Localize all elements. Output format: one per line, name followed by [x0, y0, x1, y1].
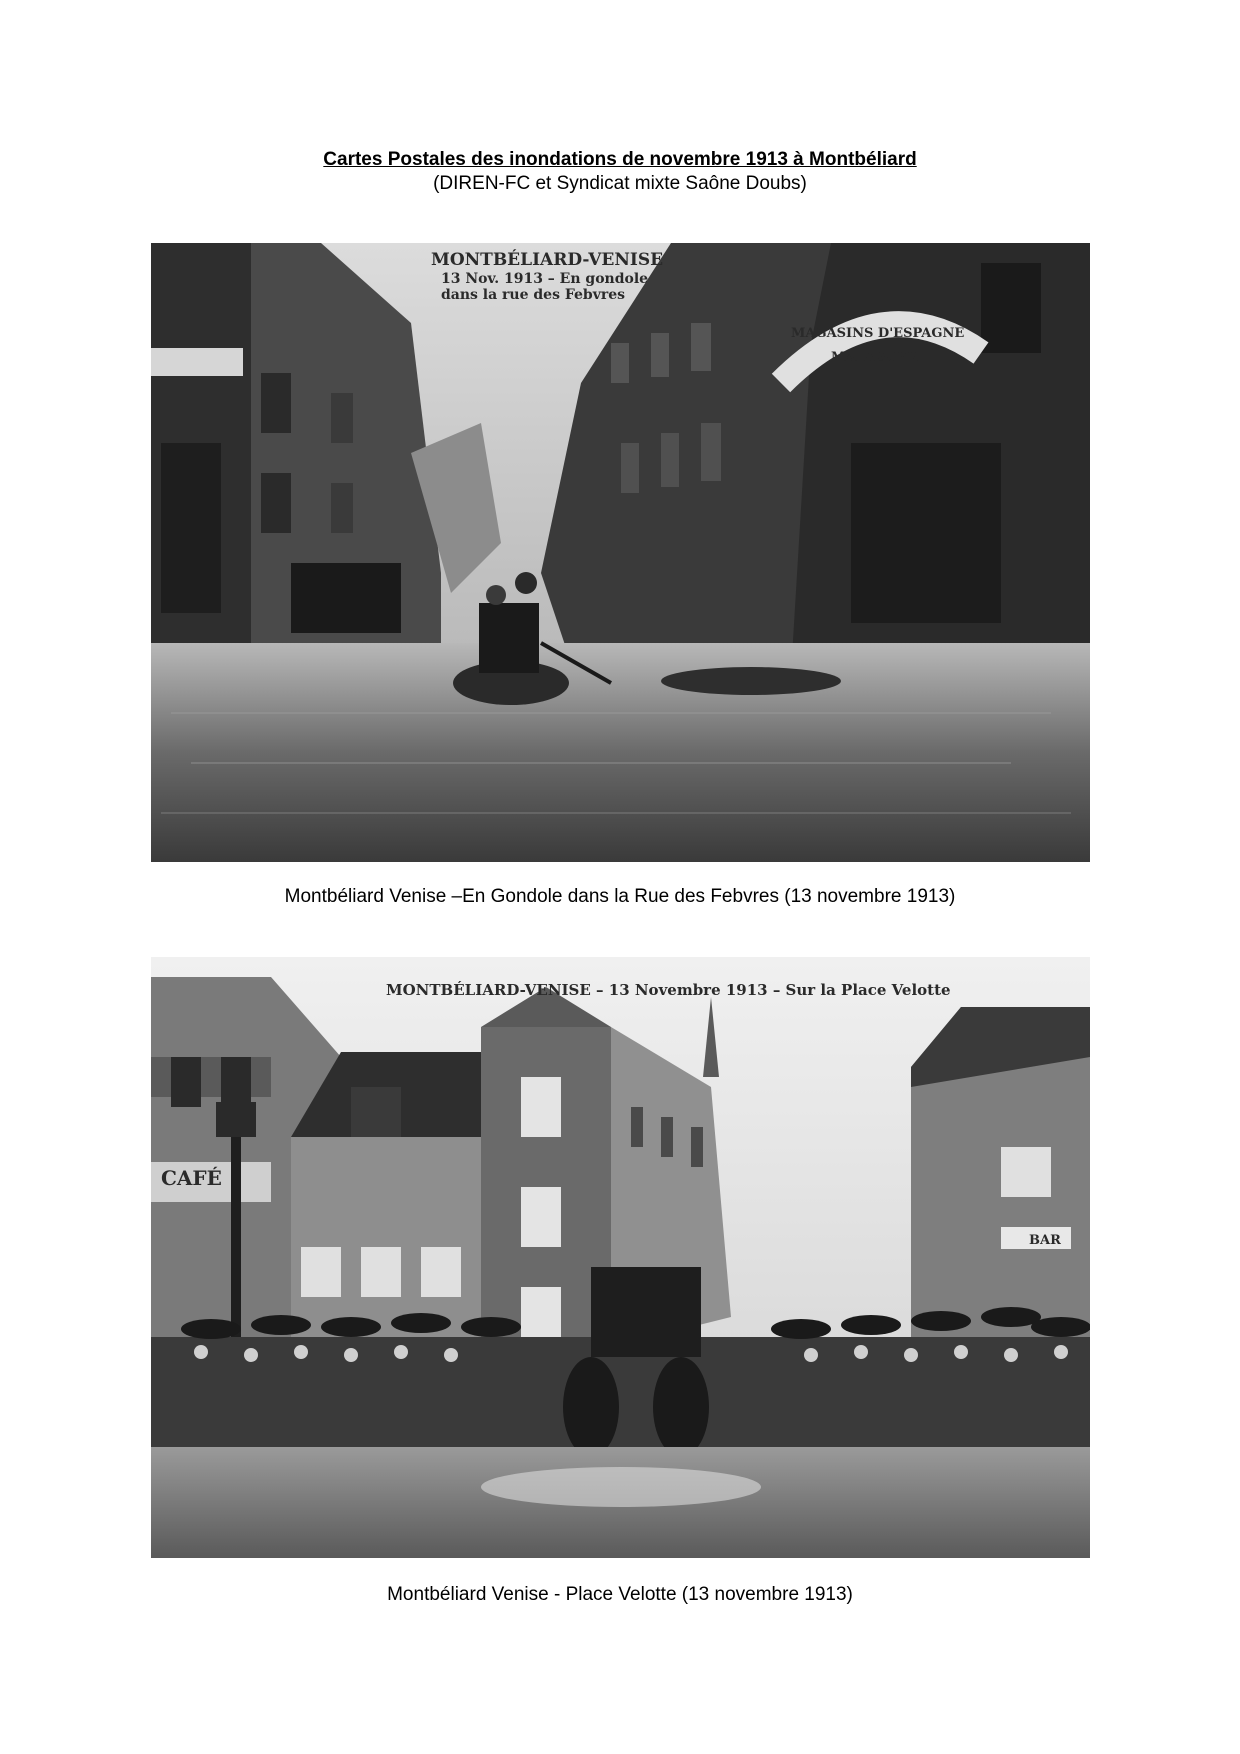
shop-sign-1b: MALAGUER [831, 350, 918, 365]
card-subtitle-1a: 13 Nov. 1913 – En gondole [441, 271, 649, 287]
photo-caption-1: Montbéliard Venise –En Gondole dans la Rue des Febvres (13 novembre 1913) [284, 886, 956, 907]
postcard-photo-place-velotte [151, 957, 1090, 1558]
document-subtitle: (DIREN-FC et Syndicat mixte Saône Doubs) [433, 173, 807, 194]
card-subtitle-1b: dans la rue des Febvres [441, 287, 626, 303]
card-title-1: MONTBÉLIARD-VENISE [431, 250, 664, 270]
photo-caption-2: Montbéliard Venise - Place Velotte (13 novembre 1913) [387, 1584, 853, 1605]
shop-sign-2b: BAR [1029, 1233, 1061, 1248]
card-title-2: MONTBÉLIARD-VENISE – 13 Novembre 1913 – Sur la Place Velotte [386, 981, 951, 999]
postcard-image-2 [151, 957, 1090, 1558]
shop-sign-1a: MAGASINS D'ESPAGNE [791, 326, 965, 341]
document-header [0, 148, 1240, 196]
postcard-image-1 [151, 243, 1090, 862]
shop-sign-2a: CAFÉ [161, 1166, 222, 1190]
document-title: Cartes Postales des inondations de novembre 1913 à Montbéliard [323, 149, 917, 170]
postcard-photo-rue-des-febvres [151, 243, 1090, 862]
